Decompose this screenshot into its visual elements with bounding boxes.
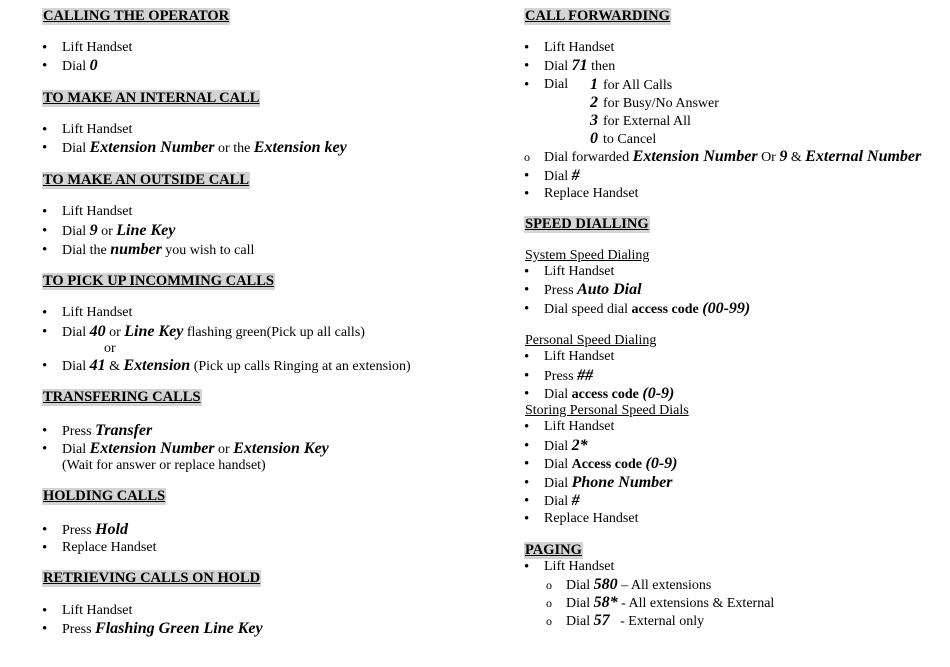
transfer-note: (Wait for answer or replace handset)	[62, 458, 266, 473]
bullet-icon	[524, 510, 536, 529]
circle-bullet-icon	[546, 594, 558, 613]
bullet-icon	[524, 185, 536, 204]
bullet-icon	[42, 539, 54, 558]
section-heading-pickup: TO PICK UP INCOMMING CALLS	[43, 273, 274, 289]
bullet-icon	[524, 281, 536, 300]
bullet-icon	[42, 620, 54, 639]
bullet-icon	[524, 492, 536, 511]
bullet-icon	[524, 474, 536, 493]
subheading-personal-speed: Personal Speed Dialing	[525, 333, 657, 348]
bullet-icon	[524, 263, 536, 282]
bullet-icon	[42, 304, 54, 323]
bullet-icon	[524, 367, 536, 386]
bullet-icon	[524, 76, 536, 95]
section-heading-transfer: TRANSFERING CALLS	[43, 389, 201, 405]
circle-bullet-icon	[546, 612, 558, 631]
bullet-icon	[524, 167, 536, 186]
bullet-icon	[524, 348, 536, 367]
bullet-icon	[524, 455, 536, 474]
section-heading-paging: PAGING	[525, 542, 582, 558]
forward-option: 0 to Cancel	[590, 130, 657, 147]
bullet-icon	[524, 418, 536, 437]
section-heading-internal: TO MAKE AN INTERNAL CALL	[43, 90, 260, 106]
forward-option: 3 for External All	[590, 112, 691, 129]
bullet-icon	[42, 422, 54, 441]
bullet-icon	[524, 385, 536, 404]
bullet-icon	[42, 222, 54, 241]
bullet-icon	[42, 203, 54, 222]
bullet-icon	[524, 558, 536, 577]
bullet-icon	[42, 323, 54, 342]
bullet-icon	[524, 300, 536, 319]
circle-bullet-icon	[546, 576, 558, 595]
bullet-icon	[42, 57, 54, 76]
bullet-icon	[42, 121, 54, 140]
bullet-icon	[42, 241, 54, 260]
or-separator: or	[104, 341, 116, 356]
section-heading-holding: HOLDING CALLS	[43, 488, 166, 504]
bullet-icon	[42, 602, 54, 621]
bullet-icon	[42, 39, 54, 58]
bullet-icon	[42, 139, 54, 158]
bullet-icon	[524, 39, 536, 58]
section-heading-speed: SPEED DIALLING	[525, 216, 649, 232]
section-heading-retrieving: RETRIEVING CALLS ON HOLD	[43, 570, 261, 586]
forward-option: 2 for Busy/No Answer	[590, 94, 719, 111]
circle-bullet-icon	[524, 148, 536, 167]
subheading-system-speed: System Speed Dialing	[525, 248, 650, 263]
bullet-icon	[42, 440, 54, 459]
section-heading-operator: CALLING THE OPERATOR	[43, 8, 230, 24]
forward-option: 1 for All Calls	[590, 76, 673, 93]
section-heading-outside: TO MAKE AN OUTSIDE CALL	[43, 172, 249, 188]
bullet-icon	[42, 357, 54, 376]
subheading-storing-speed: Storing Personal Speed Dials	[525, 403, 689, 418]
section-heading-forwarding: CALL FORWARDING	[525, 8, 670, 24]
bullet-icon	[524, 57, 536, 76]
bullet-icon	[42, 521, 54, 540]
bullet-icon	[524, 437, 536, 456]
